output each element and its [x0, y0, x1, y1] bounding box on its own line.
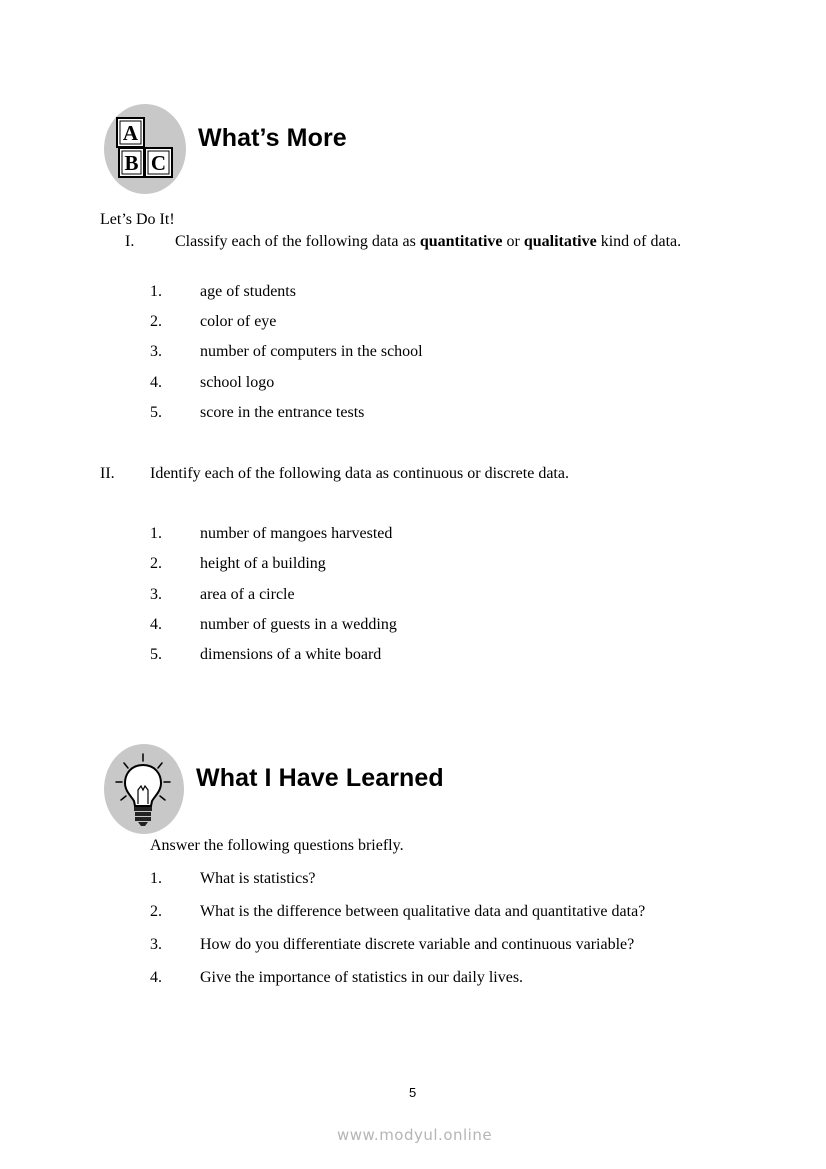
page-number: 5	[409, 1085, 417, 1100]
list-item-number: 3.	[150, 343, 162, 360]
list-item: dimensions of a white board	[200, 646, 382, 663]
question-number: 3.	[150, 936, 162, 953]
block-letter-b: B	[124, 151, 139, 175]
list-item-number: 4.	[150, 616, 162, 633]
list-item-number: 4.	[150, 374, 162, 391]
list-item: number of mangoes harvested	[200, 525, 393, 542]
list-item-number: 1.	[150, 525, 162, 542]
watermark: www.modyul.online	[337, 1126, 493, 1144]
list-item: area of a circle	[200, 586, 295, 603]
list-item-number: 2.	[150, 555, 162, 572]
list-item: score in the entrance tests	[200, 404, 365, 421]
block-letter-c: C	[150, 151, 167, 175]
question-item: What is the difference between qualitative data and quantitative data?	[200, 903, 646, 920]
part-two-instruction: Identify each of the following data as continuous or discrete data.	[150, 465, 569, 482]
question-item: Give the importance of statistics in our daily lives.	[200, 969, 524, 986]
question-number: 1.	[150, 870, 162, 887]
light-bulb-graphic	[104, 744, 184, 834]
learned-instruction: Answer the following questions briefly.	[150, 837, 404, 854]
question-number: 4.	[150, 969, 162, 986]
list-item: age of students	[200, 283, 296, 300]
list-item-number: 3.	[150, 586, 162, 603]
quantitative-keyword: quantitative	[419, 233, 503, 250]
what-i-have-learned-title: What I Have Learned	[196, 764, 444, 792]
part-one-instruction: Classify each of the following data as quantitative or qualitative kind of data.	[175, 233, 682, 250]
list-item: color of eye	[200, 313, 277, 330]
whats-more-title: What’s More	[198, 124, 347, 152]
part-two-numeral: II.	[100, 465, 115, 482]
list-item-number: 5.	[150, 404, 162, 421]
list-item: number of guests in a wedding	[200, 616, 397, 633]
abc-blocks-icon	[104, 104, 186, 194]
list-item: number of computers in the school	[200, 343, 423, 360]
qualitative-keyword: qualitative	[523, 233, 597, 250]
abc-blocks-graphic	[104, 104, 186, 194]
list-item-number: 1.	[150, 283, 162, 300]
list-item: school logo	[200, 374, 275, 391]
list-item-number: 2.	[150, 313, 162, 330]
question-number: 2.	[150, 903, 162, 920]
part-one-numeral: I.	[125, 233, 135, 250]
lets-do-it-label: Let’s Do It!	[100, 211, 175, 228]
list-item: height of a building	[200, 555, 326, 572]
light-bulb-icon	[104, 744, 184, 834]
question-item: What is statistics?	[200, 870, 316, 887]
question-item: How do you differentiate discrete variable and continuous variable?	[200, 936, 635, 953]
block-letter-a: A	[122, 121, 139, 145]
list-item-number: 5.	[150, 646, 162, 663]
